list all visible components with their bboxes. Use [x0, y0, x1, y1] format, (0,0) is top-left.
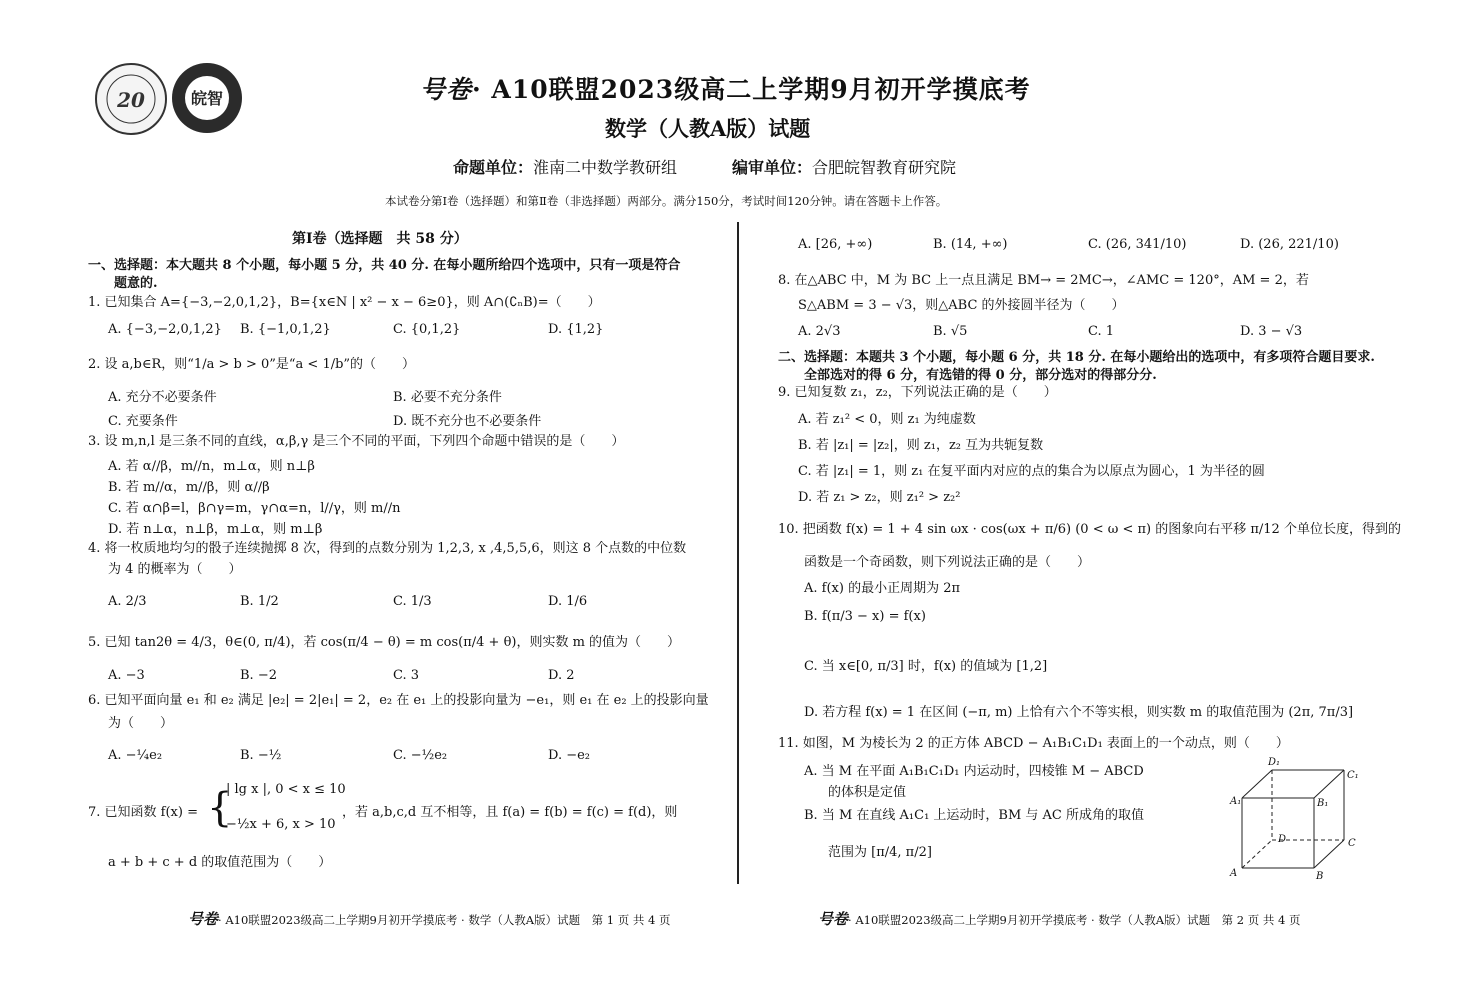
q7-piece-1: | lg x |, 0 < x ≤ 10	[226, 782, 346, 797]
author-unit: 淮南二中数学教研组	[533, 158, 678, 177]
cube-edge	[1242, 770, 1272, 798]
q4-option-b: B. 1/2	[240, 594, 279, 609]
q7-piece-2: −½x + 6, x > 10	[226, 817, 336, 832]
q9-option-b: B. 若 |z₁| = |z₂|，则 z₁，z₂ 互为共轭复数	[798, 438, 1044, 453]
footer-left-text: · A10联盟2023级高二上学期9月初开学摸底考 · 数学（人教A版）试题 第 1 页 共 4 页	[218, 913, 671, 927]
q3-option-c: C. 若 α∩β=l，β∩γ=m，γ∩α=n，l//γ，则 m//n	[108, 501, 401, 516]
alliance-logo	[95, 63, 167, 135]
q5-option-a: A. −3	[108, 668, 145, 683]
section2-heading: 二、选择题：本题共 3 个小题，每小题 6 分，共 18 分. 在每小题给出的选项中，有多项符合题目要求.	[778, 350, 1375, 365]
exam-subtitle: 数学（人教A版）试题	[605, 116, 811, 141]
q3-option-d: D. 若 n⊥α，n⊥β，m⊥α，则 m⊥β	[108, 522, 323, 537]
cube-label-a: A	[1230, 868, 1238, 879]
q8-option-d: D. 3 − √3	[1240, 324, 1303, 339]
question-7-tail: ，若 a,b,c,d 互不相等，且 f(a) = f(b) = f(c) = f(d)，则	[342, 805, 678, 820]
section1-heading-cont: 题意的.	[114, 276, 158, 291]
question-7: 7. 已知函数 f(x) =	[88, 805, 198, 820]
exam-units	[453, 155, 956, 178]
q7-option-b: B. (14, +∞)	[933, 237, 1008, 252]
q5-option-b: B. −2	[240, 668, 277, 683]
question-9: 9. 已知复数 z₁，z₂，下列说法正确的是（ ）	[778, 385, 1057, 400]
q5-option-d: D. 2	[548, 668, 575, 683]
column-divider	[737, 222, 739, 884]
brand-mark: 号卷	[420, 75, 473, 104]
cube-label-c1: C₁	[1347, 770, 1359, 781]
q2-option-a: A. 充分不必要条件	[108, 390, 217, 405]
cube-label-d: D	[1278, 834, 1287, 845]
alliance-logo-icon	[97, 65, 165, 133]
q7-option-a: A. [26, +∞)	[798, 237, 873, 252]
question-3: 3. 设 m,n,l 是三条不同的直线，α,β,γ 是三个不同的平面，下列四个命题中错误的是（ ）	[88, 434, 625, 449]
section2-heading-cont: 全部选对的得 6 分，有选错的得 0 分，部分选对的得部分分.	[804, 368, 1157, 383]
q10-option-a: A. f(x) 的最小正周期为 2π	[804, 581, 961, 596]
cube-label-b1: B₁	[1317, 798, 1329, 809]
question-8-cont: S△ABM = 3 − √3，则△ABC 的外接圆半径为（ ）	[798, 298, 1125, 313]
cube-label-c: C	[1348, 838, 1356, 849]
exam-title	[420, 70, 1031, 106]
question-4-cont: 为 4 的概率为（ ）	[108, 562, 242, 577]
wanzhi-logo	[172, 63, 242, 133]
cube-label-a1: A₁	[1230, 796, 1242, 807]
question-1: 1. 已知集合 A={−3,−2,0,1,2}，B={x∈N | x² − x − 6≥0}，则 A∩(∁ₙB)=（ ）	[88, 295, 601, 310]
footer-brand-left: 号卷	[188, 910, 219, 928]
q1-option-d: D. {1,2}	[548, 322, 604, 337]
q6-option-c: C. −½e₂	[393, 748, 448, 763]
question-4: 4. 将一枚质地均匀的骰子连续抛掷 8 次，得到的点数分别为 1,2,3, x ,4,5,5,6，则这 8 个点数的中位数	[88, 541, 687, 556]
q7-brace: {	[207, 785, 233, 831]
part1-title: 第Ⅰ卷（选择题 共 58 分）	[292, 231, 468, 247]
cube-figure	[1222, 752, 1372, 884]
q5-option-c: C. 3	[393, 668, 420, 683]
q11-option-b-cont: 范围为 [π/4, π/2]	[828, 845, 932, 860]
q2-option-c: C. 充要条件	[108, 414, 178, 429]
wanzhi-logo-icon	[172, 63, 242, 133]
question-10-cont: 函数是一个奇函数，则下列说法正确的是（ ）	[804, 555, 1091, 570]
q3-option-a: A. 若 α//β，m//n，m⊥α，则 n⊥β	[108, 459, 315, 474]
question-7-cont: a + b + c + d 的取值范围为（ ）	[108, 855, 332, 870]
q4-option-c: C. 1/3	[393, 594, 432, 609]
footer-right-text: · A10联盟2023级高二上学期9月初开学摸底考 · 数学（人教A版）试题 第 2 页 共 4 页	[848, 913, 1301, 927]
q2-option-d: D. 既不充分也不必要条件	[393, 414, 542, 429]
q4-option-a: A. 2/3	[108, 594, 147, 609]
q10-option-d: D. 若方程 f(x) = 1 在区间 (−π, m) 上恰有六个不等实根，则实数 m 的取值范围为 (2π, 7π/3]	[804, 705, 1354, 720]
q6-option-a: A. −¼e₂	[108, 748, 163, 763]
cube-label-b: B	[1316, 871, 1324, 882]
q3-option-b: B. 若 m//α，m//β，则 α//β	[108, 480, 270, 495]
footer-brand-right: 号卷	[818, 910, 849, 928]
review-unit: 合肥皖智教育研究院	[812, 158, 957, 177]
exam-notice: 本试卷分第Ⅰ卷（选择题）和第Ⅱ卷（非选择题）两部分。满分150分，考试时间120分钟。请在答题卡上作答。	[385, 194, 948, 208]
q10-option-c: C. 当 x∈[0, π/3] 时，f(x) 的值域为 [1,2]	[804, 659, 1048, 674]
q8-option-b: B. √5	[933, 324, 968, 339]
cube-edge	[1314, 770, 1344, 798]
question-8: 8. 在△ABC 中，M 为 BC 上一点且满足 BM→ = 2MC→，∠AMC = 120°，AM = 2，若	[778, 273, 1309, 288]
question-11: 11. 如图，M 为棱长为 2 的正方体 ABCD − A₁B₁C₁D₁ 表面上的一个动点，则（ ）	[778, 736, 1289, 751]
q7-option-d: D. (26, 221/10)	[1240, 237, 1339, 252]
section1-heading: 一、选择题：本大题共 8 个小题，每小题 5 分，共 40 分. 在每小题所给四个选项中，只有一项是符合	[88, 258, 681, 273]
q1-option-c: C. {0,1,2}	[393, 322, 461, 337]
question-6: 6. 已知平面向量 e₁ 和 e₂ 满足 |e₂| = 2|e₁| = 2，e₂ 在 e₁ 上的投影向量为 −e₁，则 e₁ 在 e₂ 上的投影向量	[88, 693, 709, 708]
cube-hidden-edge	[1242, 840, 1272, 868]
q9-option-c: C. 若 |z₁| = 1，则 z₁ 在复平面内对应的点的集合为以原点为圆心，1 为半径的圆	[798, 464, 1265, 479]
q1-option-b: B. {−1,0,1,2}	[240, 322, 331, 337]
svg-text:20: 20	[117, 88, 145, 112]
q4-option-d: D. 1/6	[548, 594, 588, 609]
q11-option-a-cont: 的体积是定值	[828, 785, 907, 800]
q11-option-a: A. 当 M 在平面 A₁B₁C₁D₁ 内运动时，四棱锥 M − ABCD	[804, 764, 1144, 779]
review-label: 编审单位：	[732, 158, 813, 177]
q9-option-a: A. 若 z₁² < 0，则 z₁ 为纯虚数	[798, 412, 976, 427]
q8-option-a: A. 2√3	[798, 324, 841, 339]
exam-title-text: · A10联盟2023级高二上学期9月初开学摸底考	[472, 75, 1031, 104]
q1-option-a: A. {−3,−2,0,1,2}	[108, 322, 222, 337]
q9-option-d: D. 若 z₁ > z₂，则 z₁² > z₂²	[798, 490, 961, 505]
question-2: 2. 设 a,b∈R，则“1/a > b > 0”是“a < 1/b”的（ ）	[88, 357, 416, 372]
question-5: 5. 已知 tan2θ = 4/3，θ∈(0, π/4)，若 cos(π/4 − θ) = m cos(π/4 + θ)，则实数 m 的值为（ ）	[88, 635, 681, 650]
cube-edge	[1314, 840, 1344, 868]
footer-left	[188, 908, 671, 929]
q11-option-b: B. 当 M 在直线 A₁C₁ 上运动时，BM 与 AC 所成角的取值	[804, 808, 1145, 823]
question-10: 10. 把函数 f(x) = 1 + 4 sin ωx · cos(ωx + π/6) (0 < ω < π) 的图象向右平移 π/12 个单位长度，得到的	[778, 522, 1401, 537]
svg-text:皖智: 皖智	[190, 89, 224, 108]
q8-option-c: C. 1	[1088, 324, 1115, 339]
question-6-cont: 为（ ）	[108, 716, 174, 731]
q6-option-b: B. −½	[240, 748, 282, 763]
author-label: 命题单位：	[453, 158, 534, 177]
q7-option-c: C. (26, 341/10)	[1088, 237, 1187, 252]
cube-label-d1: D₁	[1268, 757, 1281, 768]
footer-right	[818, 908, 1301, 929]
q6-option-d: D. −e₂	[548, 748, 591, 763]
q10-option-b: B. f(π/3 − x) = f(x)	[804, 609, 926, 624]
q2-option-b: B. 必要不充分条件	[393, 390, 502, 405]
